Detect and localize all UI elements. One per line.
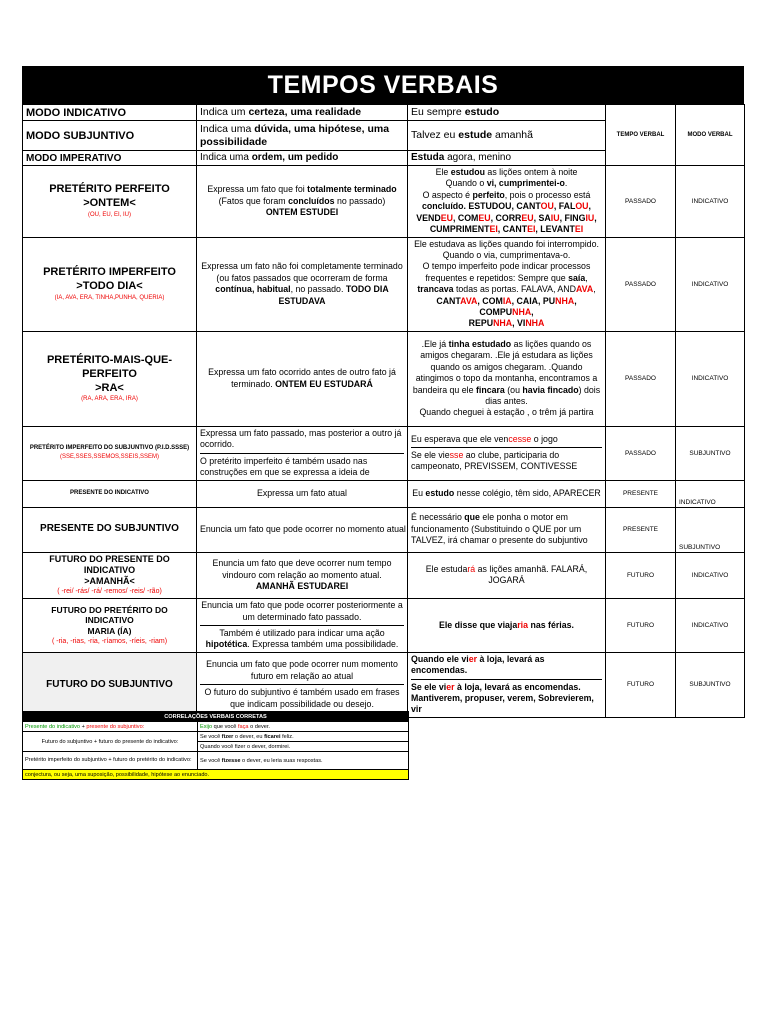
tense-description: Expressa um fato que foi totalmente terminado (Fatos que foram concluídos no passado) ONTEM ESTUDEI xyxy=(197,166,408,238)
correlation-row xyxy=(23,752,409,770)
tense-mood: SUBJUNTIVO xyxy=(676,507,745,552)
verb-tenses-sheet xyxy=(22,66,744,718)
tense-row-presente-indicativo xyxy=(23,480,745,507)
tense-example: .Ele já tinha estudado as lições quando os amigos chegaram. .Ele já estudara as lições quando os amigos chegaram. .Quando atingimos o topo da montanha, encontramos a bandeira qu ele fincara (ou havia fincado) dois dias antes. Quando cheguei à estação , o trêm já partira xyxy=(408,331,606,426)
tense-name: FUTURO DO PRESENTE DO INDICATIVO >AMANHÃ< ( -rei/ -rás/ -rá/ -remos/ -reis/ -rão) xyxy=(23,552,197,599)
tense-time: FUTURO xyxy=(606,599,676,653)
tense-description: Enuncia um fato que pode ocorrer no momento atual xyxy=(197,507,408,552)
correlation-row xyxy=(23,722,409,732)
tense-example: Eu esperava que ele vencesse o jogo Se ele viesse ao clube, participaria do campeonato, PREVISSEM, CONTIVESSE xyxy=(408,426,606,480)
tense-time: PASSADO xyxy=(606,237,676,331)
tense-example: Ele estudou as lições ontem à noite Quando o vi, cumprimentei-o. O aspecto é perfeito, pois o processo está concluído. ESTUDOU, CANTOU, FALOU, VENDEU, COMEU, CORREU, SAIU, FINGIU, CUMPRIMENTEI, CANTEI, LEVANTEI xyxy=(408,166,606,238)
tense-row-futuro-preterito xyxy=(23,599,745,653)
correlation-row xyxy=(23,732,409,742)
tense-row-imperfeito-subjuntivo xyxy=(23,426,745,480)
tense-example: É necessário que ele ponha o motor em funcionamento (Substituindo o QUE por um TALVEZ, irá chamar o presente do subjuntivo xyxy=(408,507,606,552)
tense-mood: INDICATIVO xyxy=(676,237,745,331)
tense-example: Eu estudo nesse colégio, têm sido, APARECER xyxy=(408,480,606,507)
tense-row-futuro-subjuntivo xyxy=(23,652,745,717)
tense-mood: INDICATIVO xyxy=(676,480,745,507)
tense-description: Expressa um fato ocorrido antes de outro fato já terminado. ONTEM EU ESTUDARÁ xyxy=(197,331,408,426)
tense-name: PRETÉRITO-MAIS-QUE-PERFEITO >RA< (RA, ARA, ERA, IRA) xyxy=(23,331,197,426)
mood-description: Indica um certeza, uma realidade xyxy=(197,105,408,121)
tense-row-presente-subjuntivo xyxy=(23,507,745,552)
correlation-rule: Futuro do subjuntivo + futuro do presente do indicativo: xyxy=(23,732,198,752)
tense-time: PASSADO xyxy=(606,426,676,480)
correlation-rule: Presente do indicativo + presente do subjuntivo: xyxy=(23,722,198,732)
tense-time: FUTURO xyxy=(606,552,676,599)
tense-description: Enuncia um fato que deve ocorrer num tempo vindouro com relação ao momento atual. AMANHÃ ESTUDAREI xyxy=(197,552,408,599)
tense-description: Expressa um fato atual xyxy=(197,480,408,507)
tense-row-mais-que-perfeito xyxy=(23,331,745,426)
mood-example: Eu sempre estudo xyxy=(408,105,606,121)
tense-example: Ele estudava as lições quando foi interrompido. Quando o via, cumprimentava-o. O tempo imperfeito pode indicar processos frequentes e repetidos: Sempre que saía, trancava todas as portas. FALAVA, ANDAVA, CANTAVA, COMIA, CAIA, PUNHA, COMPUNHA, REPUNHA, VINHA xyxy=(408,237,606,331)
header-modo-verbal: MODO VERBAL xyxy=(676,105,745,166)
tense-time: PASSADO xyxy=(606,166,676,238)
mood-row-indicativo xyxy=(23,105,745,121)
mood-name: MODO SUBJUNTIVO xyxy=(23,121,197,151)
tense-time: PRESENTE xyxy=(606,480,676,507)
tense-example: Ele disse que viajaria nas férias. xyxy=(408,599,606,653)
tense-mood: SUBJUNTIVO xyxy=(676,426,745,480)
tense-name: FUTURO DO PRETÉRITO DO INDICATIVO MARIA (ÍA) ( -ria, -rias, -ria, -ríamos, -ríeis, -riam) xyxy=(23,599,197,653)
tense-name: PRETÉRITO PERFEITO >ONTEM< (OU, EU, EI, IU) xyxy=(23,166,197,238)
tense-example: Quando ele vier à loja, levará as encomendas. Se ele vier à loja, levará as encomendas. Mantiverem, propuser, verem, Sobrevierem, vir xyxy=(408,652,606,717)
tense-description: Expressa um fato não foi completamente terminado (ou fatos passados que ocorreram de forma contínua, habitual, no passado. TODO DIA ESTUDAVA xyxy=(197,237,408,331)
correlation-row xyxy=(23,770,409,780)
tense-row-preterito-perfeito xyxy=(23,166,745,238)
mood-name: MODO INDICATIVO xyxy=(23,105,197,121)
correlation-note: conjectura, ou seja, uma suposição, possibilidade, hipótese ao enunciado. xyxy=(23,770,409,780)
tense-description: Expressa um fato passado, mas posterior a outro já ocorrido. O pretérito imperfeito é também usado nas construções em que se expressa a ideia de xyxy=(197,426,408,480)
tense-time: FUTURO xyxy=(606,652,676,717)
tense-name: PRETÉRITO IMPERFEITO DO SUBJUNTIVO (P.I.D.SSSE) (SSE,SSES,SSEMOS,SSEIS,SSEM) xyxy=(23,426,197,480)
correlation-example: Se você fizesse o dever, eu leria suas respostas. xyxy=(198,752,409,770)
tense-example: Ele estudará as lições amanhã. FALARÁ, JOGARÁ xyxy=(408,552,606,599)
header-tempo-verbal: TEMPO VERBAL xyxy=(606,105,676,166)
tense-name: FUTURO DO SUBJUNTIVO xyxy=(23,652,197,717)
mood-example: Talvez eu estude amanhã xyxy=(408,121,606,151)
tense-time: PRESENTE xyxy=(606,507,676,552)
tenses-table xyxy=(22,104,745,718)
tense-mood: SUBJUNTIVO xyxy=(676,652,745,717)
tense-description: Enuncia um fato que pode ocorrer posteriormente a um determinado fato passado. Também é utilizado para indicar uma ação hipotética. Expressa também uma possibilidade. xyxy=(197,599,408,653)
tense-mood: INDICATIVO xyxy=(676,552,745,599)
tense-name: PRETÉRITO IMPERFEITO >TODO DIA< (IA, AVA, ERA, TINHA,PUNHA, QUERIA) xyxy=(23,237,197,331)
tense-mood: INDICATIVO xyxy=(676,166,745,238)
mood-name: MODO IMPERATIVO xyxy=(23,151,197,166)
tense-mood: INDICATIVO xyxy=(676,331,745,426)
tense-name: PRESENTE DO SUBJUNTIVO xyxy=(23,507,197,552)
mood-description: Indica uma ordem, um pedido xyxy=(197,151,408,166)
tense-name: PRESENTE DO INDICATIVO xyxy=(23,480,197,507)
tense-row-futuro-presente xyxy=(23,552,745,599)
correlation-example: Quando você fizer o dever, dormirei. xyxy=(198,742,409,752)
mood-example: Estuda agora, menino xyxy=(408,151,606,166)
tense-description: Enuncia um fato que pode ocorrer num momento futuro em relação ao atual O futuro do subjuntivo é também usado em frases que indicam possibilidade ou desejo. xyxy=(197,652,408,717)
mood-description: Indica uma dúvida, uma hipótese, uma possibilidade xyxy=(197,121,408,151)
correlations-heading: CORRELAÇÕES VERBAIS CORRETAS xyxy=(23,712,409,722)
tense-mood: INDICATIVO xyxy=(676,599,745,653)
verbal-correlations-table xyxy=(22,711,409,780)
correlation-example: Se você fizer o dever, eu ficarei feliz. xyxy=(198,732,409,742)
page-title: TEMPOS VERBAIS xyxy=(22,66,744,104)
correlation-rule: Pretérito imperfeito do subjuntivo + futuro do pretérito do indicativo: xyxy=(23,752,198,770)
tense-time: PASSADO xyxy=(606,331,676,426)
correlation-example: Exijo que você faça o dever. xyxy=(198,722,409,732)
tense-row-preterito-imperfeito xyxy=(23,237,745,331)
